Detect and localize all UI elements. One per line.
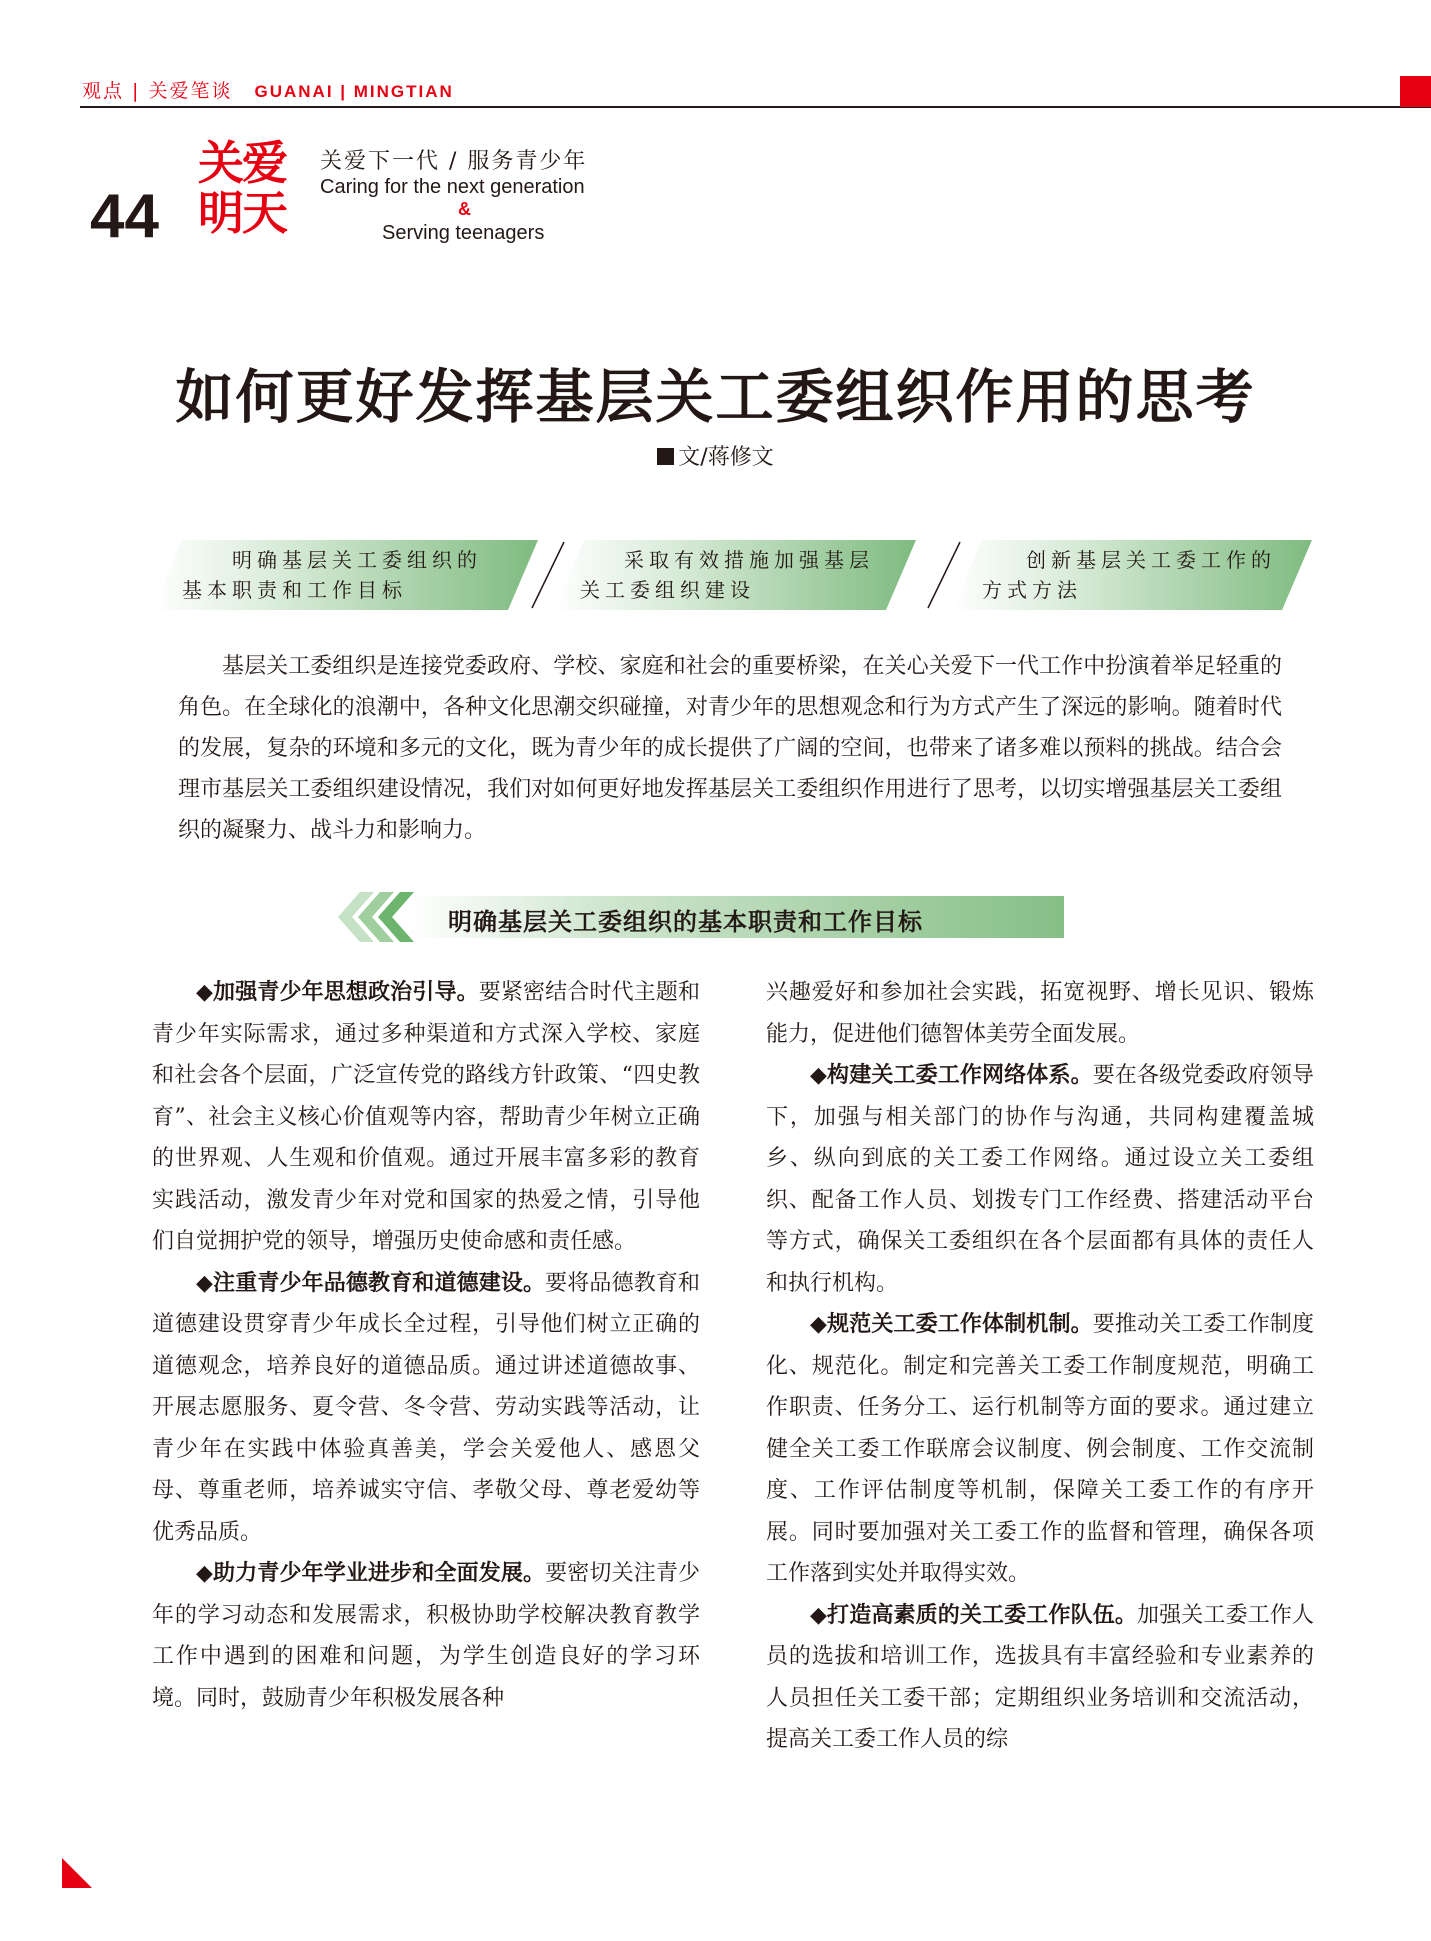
byline-text: 文/蒋修文 xyxy=(678,445,774,470)
banner-1-line-2: 基本职责和工作目标 xyxy=(182,578,407,602)
logo-line-2: 明天 xyxy=(198,186,286,240)
section-name-cn: 观点 | 关爱笔谈 xyxy=(82,80,233,102)
tagline-ampersand: & xyxy=(458,199,471,219)
outline-banner-2 xyxy=(554,540,916,610)
banner-3-line-2: 方式方法 xyxy=(982,578,1082,602)
section-heading-text: 明确基层关工委组织的基本职责和工作目标 xyxy=(448,908,923,936)
magazine-logo xyxy=(198,138,294,238)
header-red-tab xyxy=(1400,76,1431,107)
paragraph-lead: ◆加强青少年思想政治引导。 xyxy=(196,980,479,1005)
byline-square-icon xyxy=(657,448,674,465)
paragraph xyxy=(152,1263,700,1554)
paragraph-lead: ◆规范关工委工作体制机制。 xyxy=(810,1312,1093,1337)
section-name-en: GUANAI | MINGTIAN xyxy=(254,82,454,101)
banner-2-line-1: 采取有效措施加强基层 xyxy=(624,548,874,572)
paragraph-lead: ◆注重青少年品德教育和道德建设。 xyxy=(196,1270,546,1296)
paragraph-lead: ◆打造高素质的关工委工作队伍。 xyxy=(810,1602,1138,1628)
byline xyxy=(0,440,1431,471)
paragraph-body: 加强关工委工作人员的选拔和培训工作，选拔具有丰富经验和专业素养的人员担任关工委干部；定期组织业务培训和交流活动，提高关工委工作人员的综 xyxy=(766,1602,1314,1752)
paragraph xyxy=(766,1055,1314,1304)
outline-banner-3 xyxy=(952,540,1312,610)
paragraph xyxy=(766,1595,1314,1761)
corner-triangle-icon xyxy=(62,1858,92,1888)
paragraph-body: 要在各级党委政府领导下，加强与相关部门的协作与沟通，共同构建覆盖城乡、纵向到底的关工委工作网络。通过设立关工委组织、配备工作人员、划拨专门工作经费、搭建活动平台等方式，确保关工委组织在各个层面都有具体的责任人和执行机构。 xyxy=(766,1063,1314,1296)
paragraph-body: 要将品德教育和道德建设贯穿青少年成长全过程，引导他们树立正确的道德观念，培养良好的道德品质。通过讲述道德故事、开展志愿服务、夏令营、冬令营、劳动实践等活动，让青少年在实践中体验真善美，学会关爱他人、感恩父母、尊重老师，培养诚实守信、孝敬父母、尊老爱幼等优秀品质。 xyxy=(152,1270,700,1545)
paragraph-lead: ◆构建关工委工作网络体系。 xyxy=(810,1063,1093,1088)
paragraph-continuation: 兴趣爱好和参加社会实践，拓宽视野、增长见识、锻炼能力，促进他们德智体美劳全面发展。 xyxy=(766,980,1314,1047)
right-column xyxy=(766,972,1314,1761)
section-heading xyxy=(338,892,1064,942)
tagline-cn: 关爱下一代 / 服务青少年 xyxy=(320,149,588,174)
article-title: 如何更好发挥基层关工委组织作用的思考 xyxy=(175,363,1256,431)
section-header xyxy=(82,76,454,103)
left-column xyxy=(152,972,700,1719)
paragraph-body: 要密切关注青少年的学习动态和发展需求，积极协助学校解决教育教学工作中遇到的困难和问题，为学生创造良好的学习环境。同时，鼓励青少年积极发展各种 xyxy=(152,1561,700,1711)
banner-1-line-1: 明确基层关工委组织的 xyxy=(232,548,482,572)
tagline-en-2: Serving teenagers xyxy=(382,222,545,244)
paragraph xyxy=(766,1304,1314,1595)
paragraph-lead: ◆助力青少年学业进步和全面发展。 xyxy=(196,1561,546,1586)
outline-banner-1 xyxy=(152,540,538,610)
paragraph xyxy=(152,1553,700,1719)
paragraph xyxy=(152,972,700,1263)
intro-text: 基层关工委组织是连接党委政府、学校、家庭和社会的重要桥梁，在关心关爱下一代工作中扮演着举足轻重的角色。在全球化的浪潮中，各种文化思潮交织碰撞，对青少年的思想观念和行为方式产生了深远的影响。随着时代的发展，复杂的环境和多元的文化，既为青少年的成长提供了广阔的空间，也带来了诸多难以预料的挑战。结合会理市基层关工委组织建设情况，我们对如何更好地发挥基层关工委组织作用进行了思考，以切实增强基层关工委组织的凝聚力、战斗力和影响力。 xyxy=(178,654,1282,843)
page-number: 44 xyxy=(90,182,159,251)
paragraph-body: 要紧密结合时代主题和青少年实际需求，通过多种渠道和方式深入学校、家庭和社会各个层面，广泛宣传党的路线方针政策、“四史教育”、社会主义核心价值观等内容，帮助青少年树立正确的世界观、人生观和价值观。通过开展丰富多彩的教育实践活动，激发青少年对党和国家的热爱之情，引导他们自觉拥护党的领导，增强历史使命感和责任感。 xyxy=(152,980,700,1254)
paragraph-body: 要推动关工委工作制度化、规范化。制定和完善关工委工作制度规范，明确工作职责、任务分工、运行机制等方面的要求。通过建立健全关工委工作联席会议制度、例会制度、工作交流制度、工作评估制度等机制，保障关工委工作的有序开展。同时要加强对关工委工作的监督和管理，确保各项工作落到实处并取得实效。 xyxy=(766,1312,1314,1586)
intro-paragraph xyxy=(178,646,1282,851)
banner-3-line-1: 创新基层关工委工作的 xyxy=(1026,548,1276,572)
header-rule xyxy=(80,106,1431,108)
tagline-en-1: Caring for the next generation xyxy=(320,176,585,198)
logo-line-1: 关爱 xyxy=(198,136,286,190)
banner-2-line-2: 关工委组织建设 xyxy=(580,578,755,602)
